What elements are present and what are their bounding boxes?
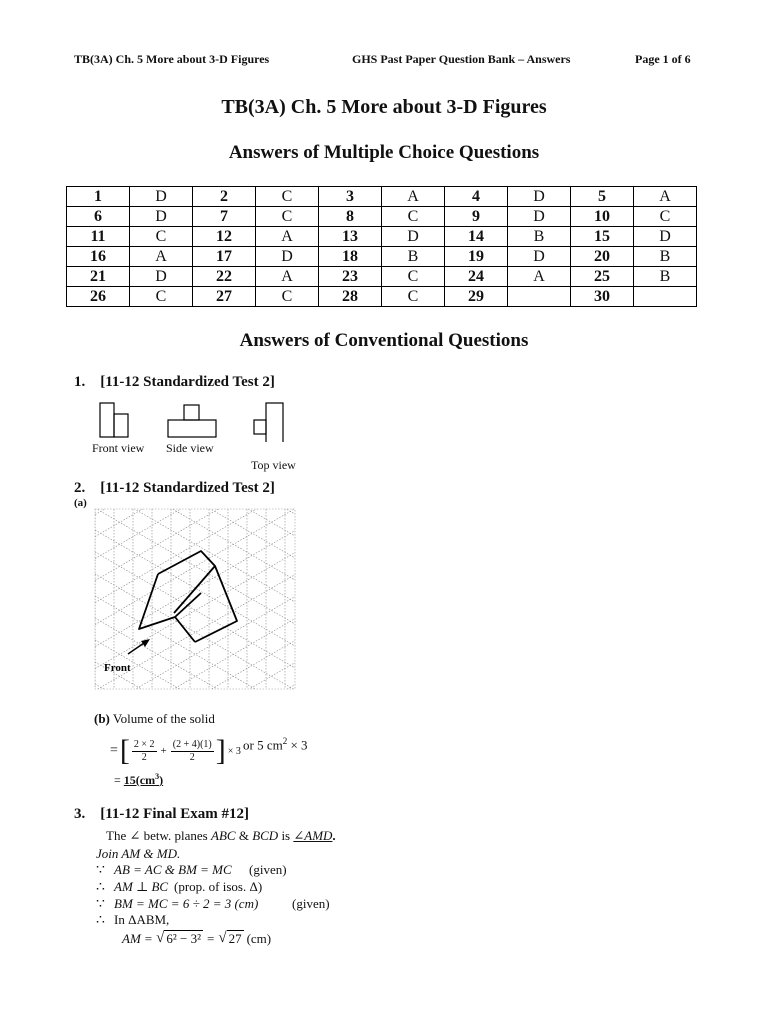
question-number: 22: [193, 267, 256, 287]
question-number: 9: [445, 207, 508, 227]
front-view-shape: [114, 414, 128, 437]
question-number: 24: [445, 267, 508, 287]
bracket-left: [: [119, 734, 130, 767]
times-three: × 3: [227, 745, 241, 757]
header-center: GHS Past Paper Question Bank – Answers: [352, 52, 571, 66]
mc-row: [67, 287, 697, 307]
grid-line: [95, 596, 296, 690]
answer-cell: A: [130, 247, 193, 267]
answer-cell: C: [382, 267, 445, 287]
answer-cell: B: [634, 247, 697, 267]
fraction-2: $\frac{(2 + 4)(1)}{2}$: [172, 738, 212, 763]
q2-part-b: [94, 711, 215, 727]
question-number: 27: [193, 287, 256, 307]
solid-edges: [175, 617, 195, 642]
question-number: 28: [319, 287, 382, 307]
question-number: 26: [67, 287, 130, 307]
question-number: 2: [193, 187, 256, 207]
top-view-shape: [266, 403, 283, 442]
answer-cell: A: [634, 187, 697, 207]
q3-step-4: ∴ In ΔABM,: [96, 912, 170, 928]
top-view-label: Top view: [251, 458, 296, 472]
answer-cell: C: [256, 187, 319, 207]
header-right: Page 1 of 6: [635, 52, 691, 66]
answer-cell: D: [130, 207, 193, 227]
answer-cell: A: [382, 187, 445, 207]
fraction-1: $\frac{2 \times 2}{2}$: [133, 738, 155, 763]
answer-cell: [634, 287, 697, 307]
conventional-heading: Answers of Conventional Questions: [239, 330, 529, 351]
answer-cell: C: [634, 207, 697, 227]
mc-heading: Answers of Multiple Choice Questions: [228, 142, 540, 163]
plus-sign: +: [160, 745, 167, 757]
mc-row: [67, 227, 697, 247]
mc-row: [67, 267, 697, 287]
front-view-shape: [100, 403, 114, 437]
q1-views-figure: [96, 400, 296, 442]
question-number: 14: [445, 227, 508, 247]
answer-cell: D: [256, 247, 319, 267]
question-number: 1: [67, 187, 130, 207]
q2-part-b-label: (b): [94, 711, 110, 726]
answer-cell: [508, 287, 571, 307]
answer-cell: D: [508, 207, 571, 227]
question-number: 4: [445, 187, 508, 207]
side-view-shape: [184, 405, 199, 420]
front-view-label: Front view: [92, 441, 145, 455]
top-view-shape: [254, 420, 266, 434]
bracket-right: ]: [215, 734, 226, 767]
answer-cell: C: [130, 227, 193, 247]
answer-cell: D: [508, 247, 571, 267]
question-number: 13: [319, 227, 382, 247]
question-number: 19: [445, 247, 508, 267]
question-number: 21: [67, 267, 130, 287]
answer-cell: D: [634, 227, 697, 247]
q1-heading: 1. [11-12 Standardized Test 2]: [74, 374, 275, 390]
question-number: 20: [571, 247, 634, 267]
q3-join: Join AM & MD.: [96, 846, 181, 861]
answer-cell: A: [256, 267, 319, 287]
q2-part-a-label: (a): [74, 497, 87, 509]
answer-cell: C: [382, 207, 445, 227]
question-number: 25: [571, 267, 634, 287]
answer-cell: A: [508, 267, 571, 287]
question-number: 15: [571, 227, 634, 247]
answer-cell: C: [130, 287, 193, 307]
side-view-shape: [168, 420, 216, 437]
q3-heading: 3. [11-12 Final Exam #12]: [74, 806, 249, 822]
answer-cell: B: [634, 267, 697, 287]
volume-formula: = [ $\frac{2 \times 2}{2}$ + $\frac{(2 + 4)(1)}{2}$ ] × 3: [110, 734, 241, 767]
page-title: TB(3A) Ch. 5 More about 3-D Figures: [221, 96, 547, 118]
question-number: 6: [67, 207, 130, 227]
side-view-label: Side view: [166, 441, 214, 455]
mc-row: [67, 247, 697, 267]
front-label: Front: [104, 662, 131, 674]
mc-answer-table: [66, 186, 697, 307]
question-number: 5: [571, 187, 634, 207]
answer-cell: A: [256, 227, 319, 247]
question-number: 29: [445, 287, 508, 307]
solid-edges: [139, 574, 201, 629]
q3-line-1: The ∠ betw. planes ABC & BCD is ∠AMD.: [106, 828, 336, 843]
q3-step-1: ∵ AB = AC & BM = MC (given): [96, 862, 287, 878]
q3-step-2: ∴ AM ⊥ BC (prop. of isos. Δ): [96, 879, 263, 895]
answer-cell: C: [382, 287, 445, 307]
question-number: 18: [319, 247, 382, 267]
volume-result: = $15(cm^3)$: [114, 772, 164, 787]
q2-part-b-text: Volume of the solid: [112, 711, 215, 726]
answer-cell: B: [382, 247, 445, 267]
header-left: TB(3A) Ch. 5 More about 3-D Figures: [74, 52, 270, 66]
grid-line: [95, 596, 296, 690]
answer-cell: D: [130, 187, 193, 207]
q2-heading: 2. [11-12 Standardized Test 2]: [74, 480, 275, 496]
isometric-grid-figure: [94, 508, 296, 690]
q3-am-equation: AM = √ 6² − 3² = √ 27 (cm): [122, 930, 272, 946]
question-number: 12: [193, 227, 256, 247]
question-number: 23: [319, 267, 382, 287]
question-number: 17: [193, 247, 256, 267]
question-number: 16: [67, 247, 130, 267]
question-number: 30: [571, 287, 634, 307]
question-number: 8: [319, 207, 382, 227]
front-arrow: [128, 643, 144, 654]
question-number: 10: [571, 207, 634, 227]
answer-cell: D: [130, 267, 193, 287]
answer-cell: C: [256, 287, 319, 307]
answer-cell: C: [256, 207, 319, 227]
answer-cell: B: [508, 227, 571, 247]
mc-row: [67, 187, 697, 207]
answer-cell: D: [508, 187, 571, 207]
volume-alt: or 5 $cm^2 \times 3$: [243, 736, 308, 753]
mc-row: [67, 207, 697, 227]
question-number: 11: [67, 227, 130, 247]
q3-step-3: ∵ BM = MC = 6 ÷ 2 = 3 (cm) (given): [96, 896, 330, 912]
question-number: 7: [193, 207, 256, 227]
answer-cell: D: [382, 227, 445, 247]
question-number: 3: [319, 187, 382, 207]
